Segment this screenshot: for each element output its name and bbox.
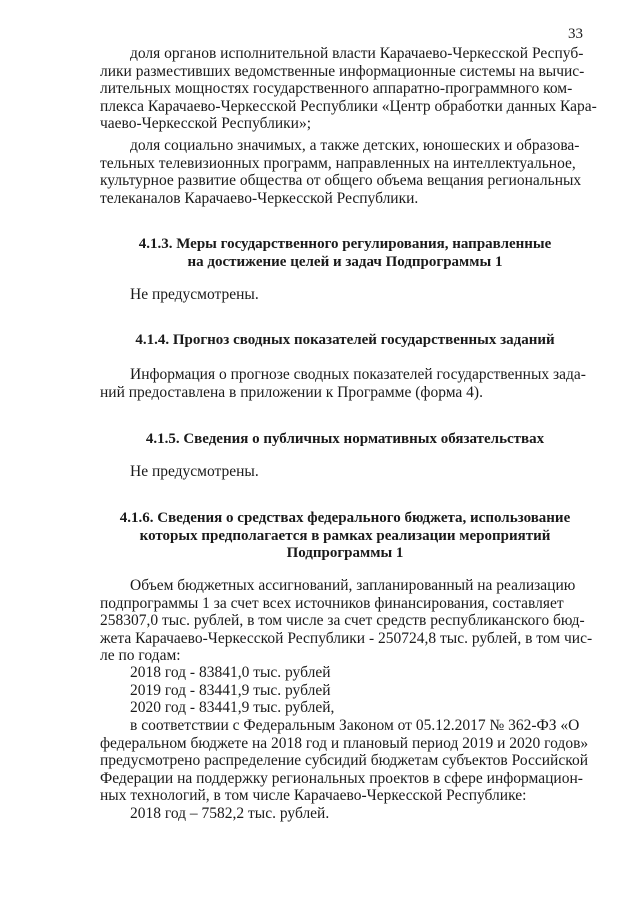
- heading-4-1-3: [95, 236, 595, 271]
- text-line: ле по годам:: [100, 647, 181, 665]
- heading-line: 4.1.3. Меры государственного регулирования, направленные: [138, 236, 552, 252]
- text-line: Информация о прогнозе сводных показателей государственных зада-: [130, 366, 586, 383]
- heading-line: которых предполагается в рамках реализации мероприятий: [139, 527, 551, 544]
- text-line: федеральном бюджете на 2018 год и плановый период 2019 и 2020 годов»: [100, 734, 589, 752]
- page-number: 33: [568, 26, 583, 42]
- text-line: плекса Карачаево-Черкесской Республики «Центр обработки данных Кара-: [100, 97, 597, 115]
- heading-4-1-6: [95, 510, 595, 563]
- heading-line: на достижение целей и задач Подпрограммы 1: [187, 253, 503, 270]
- text-line: в соответствии с Федеральным Законом от 05.12.2017 № 362-ФЗ «О: [130, 717, 580, 734]
- text-line: 258307,0 тыс. рублей, в том числе за счет средств республиканского бюд-: [100, 612, 585, 630]
- heading-4-1-5: [95, 431, 595, 449]
- final-amount: [100, 805, 585, 823]
- text-not-provided-4-1-5: Не предусмотрены.: [130, 463, 259, 480]
- paragraph-budget-allocation: [100, 577, 593, 665]
- text-line: Федерации на поддержку региональных проектов в сфере информацион-: [100, 769, 583, 787]
- text-line: подпрограммы 1 за счет всех источников финансирования, составляет: [100, 594, 564, 612]
- year-amounts-list: [100, 664, 585, 717]
- text-line: доля социально значимых, а также детских, юношеских и образова-: [130, 137, 580, 154]
- heading-line: 4.1.4. Прогноз сводных показателей государственных заданий: [135, 332, 555, 348]
- text-line: тельных телевизионных программ, направленных на интеллектуальное,: [100, 154, 576, 172]
- text-line: Объем бюджетных ассигнований, запланированный на реализацию: [130, 577, 576, 594]
- year-amount-2018: 2018 год - 83841,0 тыс. рублей: [130, 664, 331, 681]
- paragraph-tv-programs-share: [100, 137, 585, 207]
- heading-line: 4.1.6. Сведения о средствах федерального бюджета, использование: [119, 510, 571, 526]
- text-line: ных технологий, в том числе Карачаево-Черкесской Республике:: [100, 787, 527, 805]
- heading-line: Подпрограммы 1: [286, 545, 404, 561]
- text-line: чаево-Черкесской Республики»;: [100, 115, 312, 133]
- paragraph-ministries-share: [100, 45, 597, 133]
- paragraph-forecast-info: [100, 366, 585, 401]
- text-line: жета Карачаево-Черкесской Республики - 250724,8 тыс. рублей, в том чис-: [100, 629, 593, 647]
- text-line: телеканалов Карачаево-Черкесской Республики.: [100, 189, 419, 207]
- year-amount-2020: 2020 год - 83441,9 тыс. рублей,: [130, 699, 335, 717]
- text-line: культурное развитие общества от общего объема вещания региональных: [100, 172, 582, 190]
- text-line: ний предоставлена в приложении к Программе (форма 4).: [100, 383, 483, 401]
- year-amount-2019: 2019 год - 83441,9 тыс. рублей: [130, 681, 331, 699]
- text-line: доля органов исполнительной власти Карачаево-Черкесской Респуб-: [130, 45, 584, 62]
- text-line: лительных мощностях государственного аппаратно-программного ком-: [100, 80, 573, 98]
- heading-4-1-4: [95, 332, 595, 350]
- text-line: 2018 год – 7582,2 тыс. рублей.: [130, 805, 330, 822]
- heading-line: 4.1.5. Сведения о публичных нормативных обязательствах: [145, 431, 545, 447]
- text-line: предусмотрено распределение субсидий бюджетам субъектов Российской: [100, 752, 589, 770]
- text-not-provided-4-1-3: Не предусмотрены.: [130, 286, 259, 303]
- text-line: лики разместивших ведомственные информационные системы на вычис-: [100, 62, 585, 80]
- paragraph-federal-law: [100, 717, 589, 805]
